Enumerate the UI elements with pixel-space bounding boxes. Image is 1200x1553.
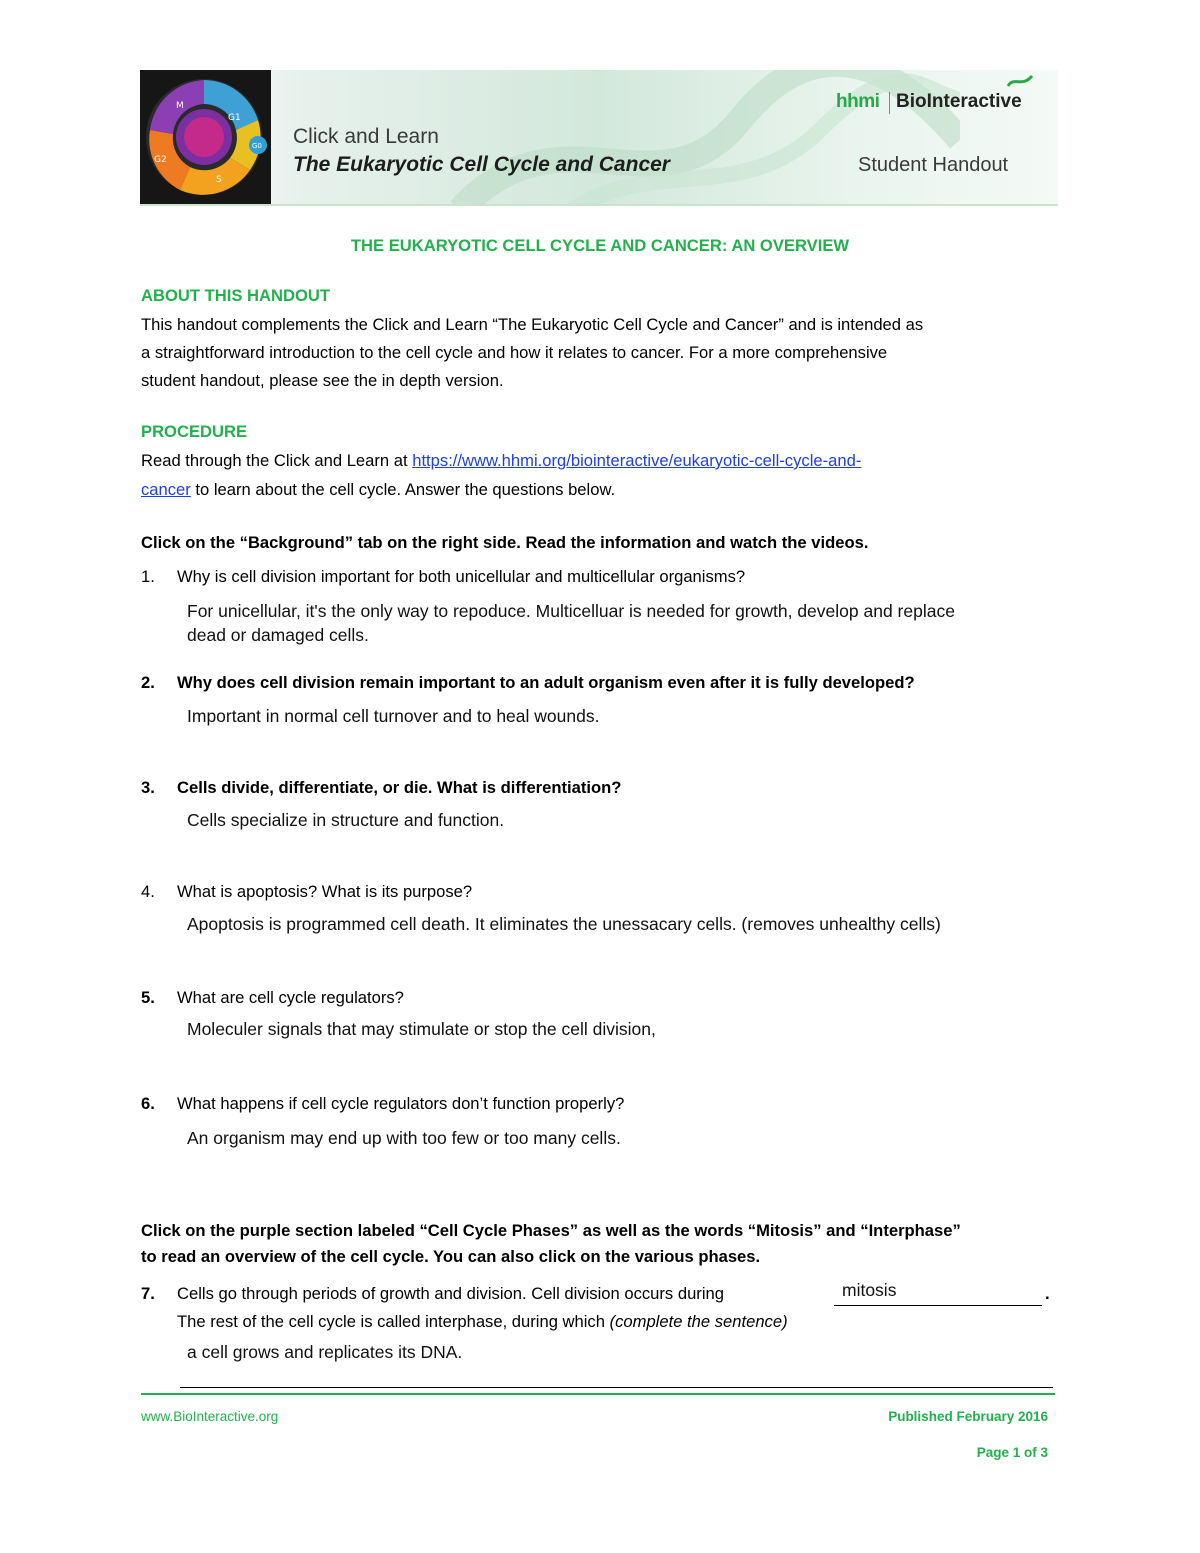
complete-the-sentence-note: (complete the sentence) — [609, 1312, 788, 1331]
procedure-line-1 — [141, 447, 861, 475]
question-text: What are cell cycle regulators? — [177, 988, 404, 1007]
question-3: 3. Cells divide, differentiate, or die. What is differentiation? — [141, 778, 622, 797]
q7-answer-line — [180, 1387, 1053, 1388]
logo-divider — [889, 92, 890, 114]
answer-4: Apoptosis is programmed cell death. It eliminates the unessacary cells. (removes unhealthy cells) — [187, 914, 941, 934]
page-title: THE EUKARYOTIC CELL CYCLE AND CANCER: AN OVERVIEW — [350, 236, 850, 255]
procedure-line-2 — [141, 476, 615, 504]
cell-cycle-diagram-icon — [140, 70, 271, 204]
question-text: What happens if cell cycle regulators don’t function properly? — [177, 1094, 625, 1113]
section1-instruction: Click on the “Background” tab on the right side. Read the information and watch the videos. — [141, 533, 869, 552]
q7-blank-line — [834, 1305, 1042, 1306]
question-text: Why is cell division important for both unicellular and multicellular organisms? — [177, 567, 746, 586]
answer-5: Moleculer signals that may stimulate or stop the cell division, — [187, 1019, 656, 1039]
procedure-prefix: Read through the Click and Learn at — [141, 451, 413, 470]
question-text: What is apoptosis? What is its purpose? — [177, 882, 473, 901]
answer-6: An organism may end up with too few or too many cells. — [187, 1128, 621, 1148]
q7-line-2: The rest of the cell cycle is called interphase, during which (complete the sentence) — [177, 1312, 788, 1331]
answer-3: Cells specialize in structure and function. — [187, 810, 505, 830]
svg-text:M: M — [176, 101, 184, 111]
q7-period: . — [1045, 1284, 1050, 1303]
question-text: Why does cell division remain important to an adult organism even after it is fully developed? — [177, 673, 915, 692]
header-title-line1: Click and Learn — [293, 125, 439, 148]
click-and-learn-link-cont[interactable]: cancer — [141, 480, 191, 499]
footer-divider — [141, 1393, 1055, 1395]
question-2: 2. Why does cell division remain important to an adult organism even after it is fully developed? — [141, 673, 915, 692]
footer-published: Published February 2016 — [888, 1409, 1048, 1424]
question-6: 6. What happens if cell cycle regulators don’t function properly? — [141, 1094, 625, 1113]
question-5: 5. What are cell cycle regulators? — [141, 988, 404, 1007]
about-line-3: student handout, please see the in depth version. — [141, 371, 504, 390]
decorative-swirl-graphic — [440, 70, 960, 206]
cell-cycle-logo — [140, 70, 271, 204]
section2-instruction-line-1: Click on the purple section labeled “Cell Cycle Phases” as well as the words “Mitosis” and “Interphase” — [141, 1221, 961, 1240]
procedure-heading: PROCEDURE — [141, 422, 248, 441]
answer-7: a cell grows and replicates its DNA. — [187, 1342, 463, 1362]
biointeractive-logo: BioInteractive — [896, 91, 1022, 112]
hhmi-logo: hhmi — [836, 91, 880, 112]
about-heading: ABOUT THIS HANDOUT — [141, 286, 330, 305]
header-title-line2: The Eukaryotic Cell Cycle and Cancer — [293, 153, 670, 176]
click-and-learn-link[interactable]: https://www.hhmi.org/biointeractive/eukaryotic-cell-cycle-and- — [412, 451, 862, 470]
question-1: 1. Why is cell division important for both unicellular and multicellular organisms? — [141, 567, 746, 586]
about-line-1: This handout complements the Click and Learn “The Eukaryotic Cell Cycle and Cancer” and is intended as — [141, 315, 924, 334]
page-number: Page 1 of 3 — [976, 1445, 1048, 1460]
answer-1-line-2: dead or damaged cells. — [187, 625, 369, 645]
question-4: 4. What is apoptosis? What is its purpose? — [141, 882, 473, 901]
svg-text:G2: G2 — [154, 155, 167, 165]
handout-type-label: Student Handout — [858, 154, 1009, 176]
svg-text:G0: G0 — [252, 142, 262, 150]
question-7: 7. Cells go through periods of growth and division. Cell division occurs during — [141, 1284, 724, 1303]
answer-1-line-1: For unicellular, it's the only way to repoduce. Multicelluar is needed for growth, develop and replace — [187, 601, 955, 621]
procedure-suffix: to learn about the cell cycle. Answer the questions below. — [190, 480, 616, 499]
question-text: Cells go through periods of growth and division. Cell division occurs during — [177, 1284, 724, 1303]
footer-website[interactable]: www.BioInteractive.org — [141, 1409, 279, 1424]
section2-instruction-line-2: to read an overview of the cell cycle. You can also click on the various phases. — [141, 1247, 761, 1266]
header-banner — [140, 70, 1058, 206]
answer-2: Important in normal cell turnover and to heal wounds. — [187, 706, 600, 726]
question-text: Cells divide, differentiate, or die. What is differentiation? — [177, 778, 622, 797]
q7-blank-answer: mitosis — [842, 1280, 897, 1300]
lizard-logo-icon — [1006, 72, 1034, 90]
svg-text:S: S — [216, 175, 222, 185]
about-line-2: a straightforward introduction to the cell cycle and how it relates to cancer. For a more comprehensive — [141, 343, 888, 362]
svg-text:G1: G1 — [228, 113, 241, 123]
